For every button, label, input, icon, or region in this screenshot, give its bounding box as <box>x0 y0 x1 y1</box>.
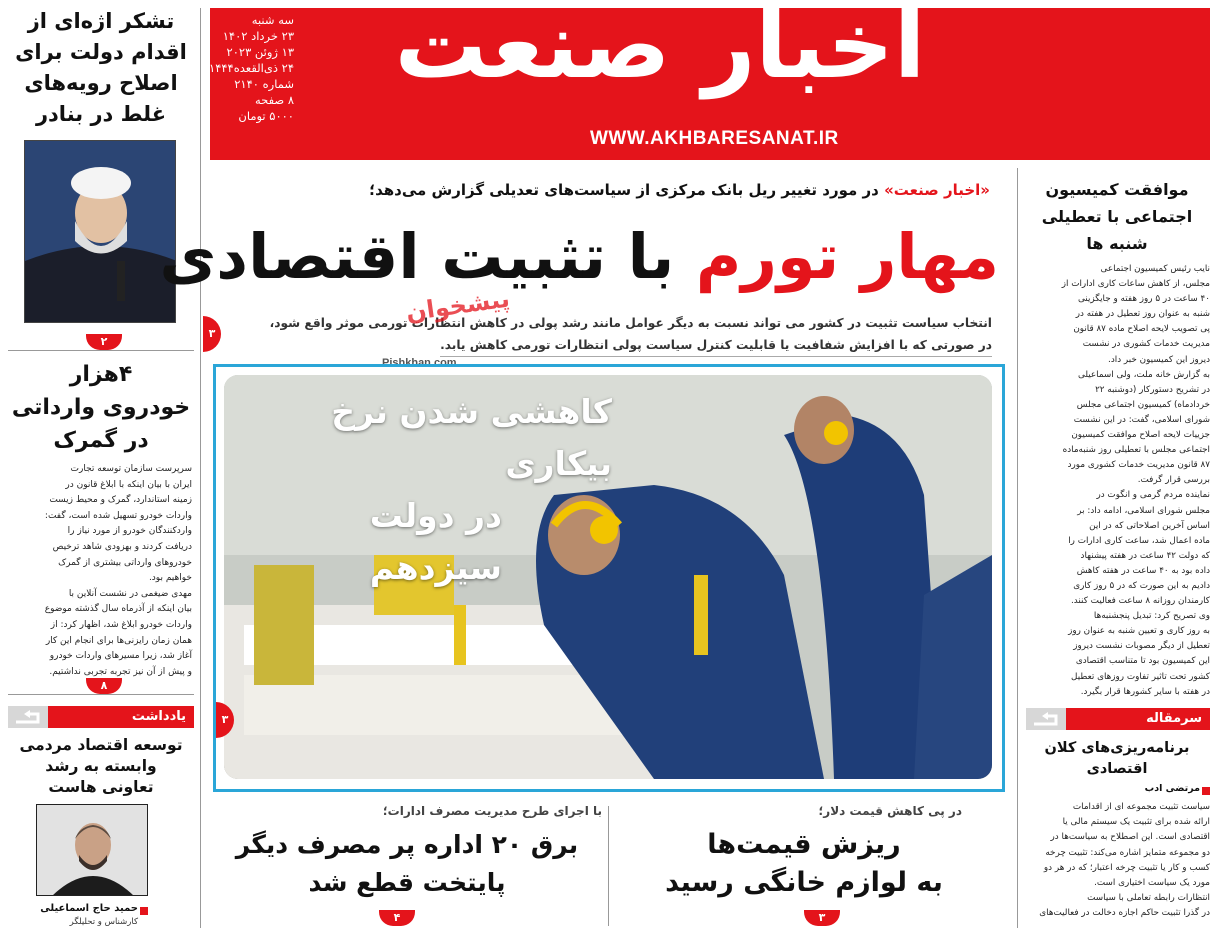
divider <box>8 350 194 351</box>
main-lead <box>232 312 992 357</box>
portrait-illustration <box>25 141 176 323</box>
watermark-url: Pishkhan.com <box>382 357 457 369</box>
issue-price: ۵۰۰۰ تومان <box>238 109 294 123</box>
main-kicker <box>230 181 990 199</box>
lead-line-1: انتخاب سیاست تثبیت در کشور می تواند نسبت به دیگر عوامل مانند رشد پولی در کاهش انتظارات تورمی موثر واقع شود، <box>269 316 992 330</box>
story-left-headline[interactable]: برق ۲۰ اداره پر مصرف دیگر پایتخت قطع شد <box>235 830 579 897</box>
bullet-square <box>1202 787 1210 795</box>
website-url[interactable]: WWW.AKHBARESANAT.IR <box>590 128 839 149</box>
right-body: نایب رئیس کمیسیون اجتماعی مجلس، از کاهش ساعات کاری ادارات از ۴۰ ساعت در ۵ روز هفته و جایگزینی شنبه به عنوان روز تعطیل در هفته در پی تصویب لایحه اصلاح ماده ۸۷ قانون مدیریت خدمات کشوری در نشست دیروز این کمیسیون خبر داد. به گزارش خانه ملت، ولی اسماعیلی در تشریح دستورکار (دوشنبه ۲۲ خردادماه) کمیسیون اجتماعی مجلس شورای اسلامی، گفت: در این نشست جزییات لایحه اصلاح موافقت کمیسیون اجتماعی مجلس با تعطیلی روز شنبه‌ماده ۸۷ قانون مدیریت خدمات کشوری مورد بررسی قرار گرفت. نماینده مردم گرمی و انگوت در مجلس شورای اسلامی، ادامه داد: بر اساس آخرین اصلاحاتی که در این ماده اعمال شد، ساعت کاری ادارات را که دولت ۴۲ ساعت در هفته پیشنهاد داده بود به ۴۰ ساعت در هفته کاهش دادیم به این صورت که در ۵ روز کاری کارمندان روزانه ۸ ساعت فعالیت کنند. وی تصریح کرد: تبدیل پنجشنبه‌ها به روز کاری و تعیین شنبه به عنوان روز تعطیل از دیگر مصوبات نشست دیروز این کمیسیون بود تا متناسب اقتصادی کشور تحت تاثیر تفاوت روزهای تعطیل در هفته با سایر کشورها قرار بگیرد. <box>1061 264 1210 697</box>
editorial-body: سیاست تثبیت مجموعه ای از اقدامات ارائه شده برای تثبیت یک سیستم مالی یا اقتصادی است. این اصطلاح به سیاست‌ها در دو مجموعه متمایز اشاره می‌کند: تثبیت چرخه کسب و کار یا تثبیت چرخه اعتبار؛ که در هر دو مورد یک سیاست اختیاری است. انتظارات رابطه تعاملی با سیاست در گذرا تثبیت حاکم اجازه دخالت در فعالیت‌های <box>1039 802 1210 919</box>
editorial-headline[interactable]: برنامه‌ریزی‌های کلان اقتصادی <box>1044 740 1190 777</box>
right-headline[interactable]: موافقت کمیسیون اجتماعی با تعطیلی شنبه ها <box>1041 180 1193 253</box>
editorial-author: مرتضی ادب <box>1144 783 1200 794</box>
left-mid-headline[interactable]: ۴هزار خودروی وارداتی در گمرک <box>11 362 191 453</box>
divider <box>608 806 609 926</box>
author-name: حمید حاج اسماعیلی <box>40 903 138 914</box>
divider <box>1017 168 1018 928</box>
issue-date-jalali: ۲۳ خرداد ۱۴۰۲ <box>222 29 294 43</box>
headline-black: با تثبیت اقتصادی <box>159 220 675 293</box>
page-badge[interactable]: ۸ <box>86 678 122 694</box>
left-mid-body: سرپرست سازمان توسعه تجارت ایران با بیان اینکه با ابلاغ قانون در زمینه استاندارد، گمرک و محیط زیست واردات خودرو تسهیل شده است، گفت: واردکنندگان خودرو از مورد نیاز را دریافت کردند و بهزودی شاهد ترخیص خودروهای وارداتی بیشتری از گمرک خواهیم بود. مهدی ضیغمی در نشست آنلاین با بیان اینکه از آذرماه سال گذشته موضوع واردات خودرو ابلاغ شد، اظهار کرد: از همان زمان رایزنی‌ها برای انجام این کار آغاز شد، زیرا مسیرهای واردات خودرو و پیش از آن نیز تجربه تجربی نداشتیم. <box>44 464 192 677</box>
section-arrow-icon <box>8 706 48 728</box>
portrait-photo <box>24 140 176 323</box>
page-badge[interactable]: ۲ <box>86 334 122 350</box>
story-right-kicker: در پی کاهش قیمت دلار؛ <box>818 804 962 818</box>
headline-red: مهار تورم <box>695 220 999 293</box>
author-photo <box>36 804 148 896</box>
story-right-headline[interactable]: ریزش قیمت‌ها به لوازم خانگی رسید <box>665 829 943 898</box>
story-left-kicker: با اجرای طرح مدیریت مصرف ادارات؛ <box>382 804 602 818</box>
issue-info <box>209 12 294 124</box>
left-top-headline[interactable]: تشکر اژه‌ای از اقدام دولت برای اصلاح رویه‌های غلط در بنادر <box>15 9 187 126</box>
watermark-text: پیشخوان <box>404 284 512 327</box>
issue-date-hijri: ۲۴ ذی‌القعده۱۴۴۴ <box>209 61 294 75</box>
page-badge[interactable]: ۴ <box>379 910 415 926</box>
issue-date-gregorian: ۱۳ ژوئن ۲۰۲۳ <box>226 45 294 59</box>
divider <box>8 694 194 695</box>
kicker-text: در مورد تغییر ریل بانک مرکزی از سیاست‌های تعدیلی گزارش می‌دهد؛ <box>369 181 879 199</box>
main-headline[interactable] <box>159 214 999 300</box>
bullet-square <box>140 907 148 915</box>
author-role: کارشناس و تحلیلگر <box>69 917 138 927</box>
kicker-source: «اخبار صنعت» <box>884 181 990 199</box>
page-badge[interactable]: ۳ <box>203 316 221 352</box>
note-headline[interactable]: توسعه اقتصاد مردمی وابسته به رشد تعاونی هاست <box>19 736 183 796</box>
divider <box>200 8 201 928</box>
issue-pages: ۸ صفحه <box>254 93 294 107</box>
section-arrow-icon <box>1026 708 1066 730</box>
page-badge[interactable]: ۳ <box>804 910 840 926</box>
page-badge[interactable]: ۳ <box>216 702 234 738</box>
author-illustration <box>37 805 148 896</box>
issue-number: شماره ۲۱۴۰ <box>234 77 294 91</box>
newspaper-logo: اخبار صنعت <box>394 0 926 99</box>
section-label-note: یادداشت <box>48 706 194 728</box>
issue-day: سه شنبه <box>251 13 294 27</box>
section-label-editorial: سرمقاله <box>1066 708 1210 730</box>
lead-line-2: در صورتی که با افزایش شفافیت یا قابلیت کنترل سیاست پولی انتظارات تورمی کاهش یابد. <box>440 334 992 357</box>
photo-headline[interactable]: کاهشی شدن نرخ بیکاری در دولت سیزدهم <box>331 392 612 587</box>
